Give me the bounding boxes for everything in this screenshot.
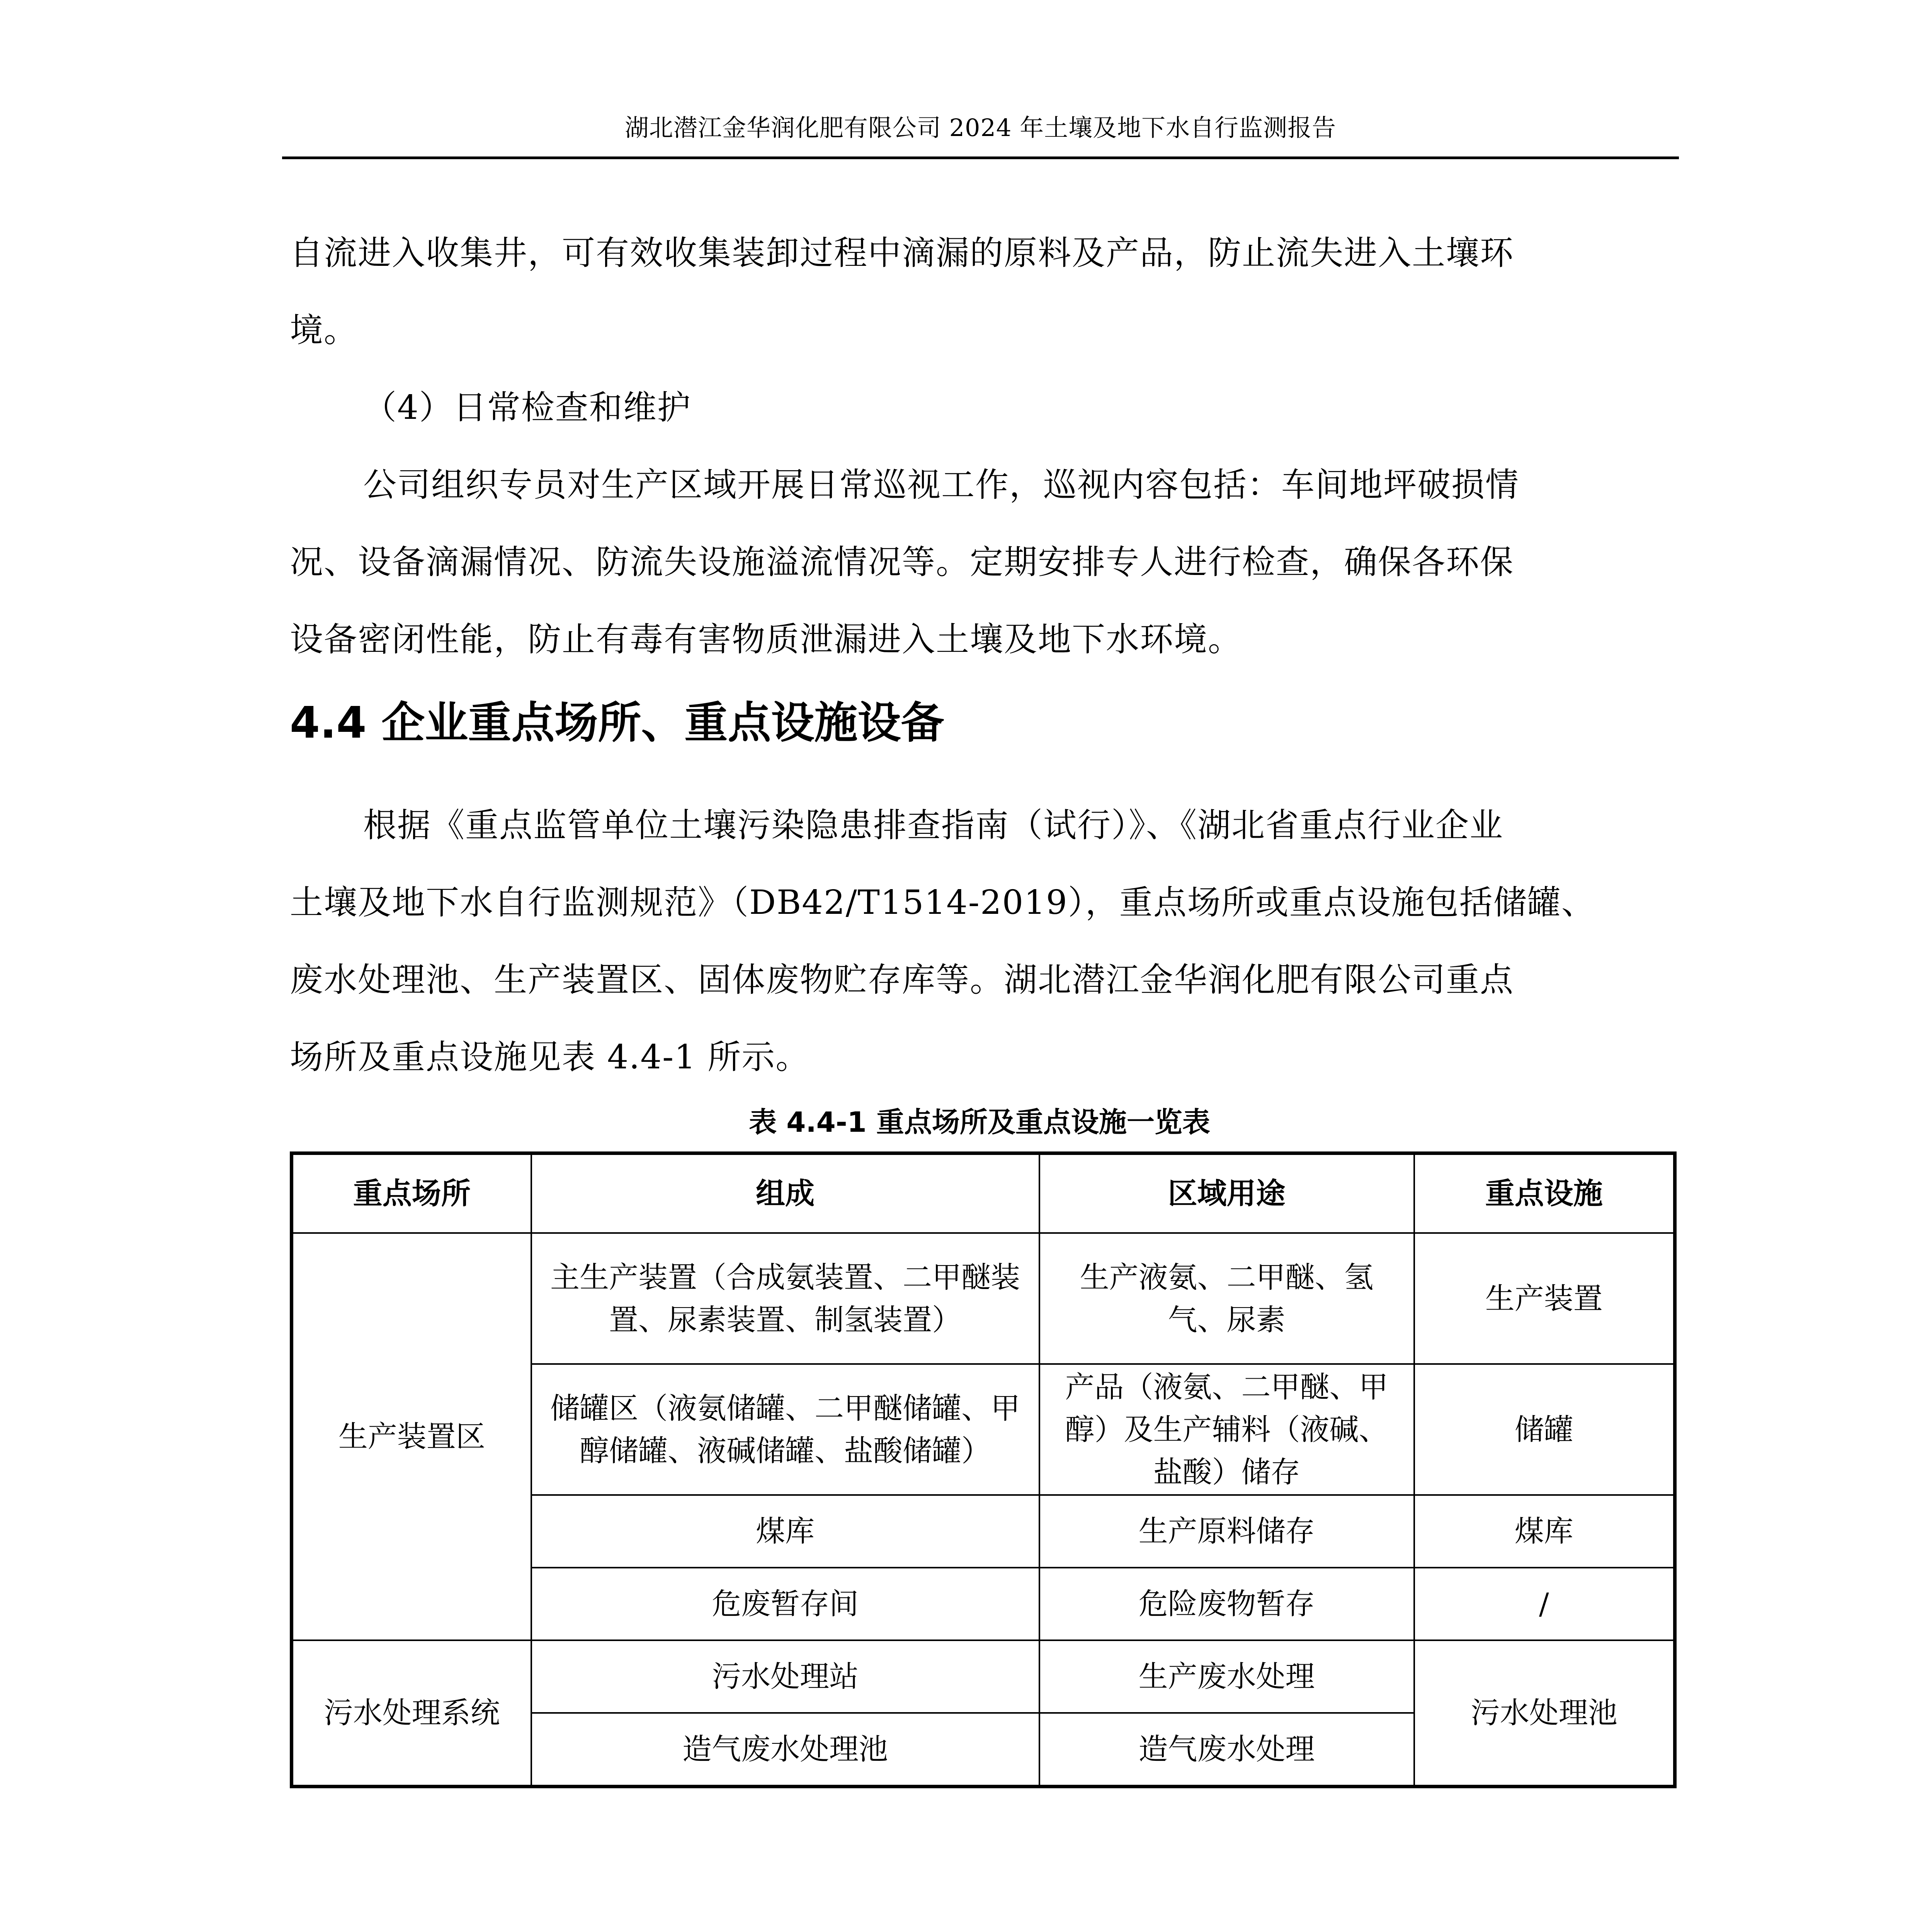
table-row (292, 1640, 1675, 1713)
facility-cell: 污水处理池 (1414, 1640, 1675, 1787)
facility-cell: 生产装置 (1414, 1233, 1675, 1364)
table-row (292, 1233, 1675, 1364)
composition-cell: 储罐区（液氨储罐、二甲醚储罐、甲醇储罐、液碱储罐、盐酸储罐） (531, 1364, 1039, 1495)
table-caption: 表 4.4-1 重点场所及重点设施一览表 (749, 1106, 1210, 1138)
table-header-row (292, 1153, 1675, 1233)
usage-cell: 造气废水处理 (1039, 1713, 1414, 1787)
composition-cell: 主生产装置（合成氨装置、二甲醚装置、尿素装置、制氢装置） (531, 1233, 1039, 1364)
place-cell: 生产装置区 (292, 1233, 531, 1640)
paragraph-line: 土壤及地下水自行监测规范》（DB42/T1514-2019），重点场所或重点设施包括储罐、 (290, 883, 1595, 922)
column-header: 组成 (531, 1153, 1039, 1233)
paragraph-line: 废水处理池、生产装置区、固体废物贮存库等。湖北潜江金华润化肥有限公司重点 (290, 961, 1514, 999)
paragraph-line: 设备密闭性能，防止有毒有害物质泄漏进入土壤及地下水环境。 (290, 620, 1242, 659)
column-header: 重点设施 (1414, 1153, 1675, 1233)
paragraph-line: 场所及重点设施见表 4.4-1 所示。 (290, 1038, 810, 1077)
composition-cell: 造气废水处理池 (531, 1713, 1039, 1787)
usage-cell: 生产废水处理 (1039, 1640, 1414, 1713)
facility-table (290, 1151, 1677, 1788)
facility-cell: 煤库 (1414, 1495, 1675, 1568)
column-header: 区域用途 (1039, 1153, 1414, 1233)
composition-cell: 煤库 (531, 1495, 1039, 1568)
page-header: 湖北潜江金华润化肥有限公司 2024 年土壤及地下水自行监测报告 (624, 114, 1337, 142)
paragraph-line: 境。 (290, 311, 358, 350)
header-rule (282, 156, 1679, 159)
paragraph-line: 公司组织专员对生产区域开展日常巡视工作，巡视内容包括：车间地坪破损情 (363, 466, 1519, 504)
paragraph-line: 根据《重点监管单位土壤污染隐患排查指南（试行）》、《湖北省重点行业企业 (363, 806, 1503, 845)
usage-cell: 生产液氨、二甲醚、氢气、尿素 (1039, 1233, 1414, 1364)
paragraph-line: 况、设备滴漏情况、防流失设施溢流情况等。定期安排专人进行检查，确保各环保 (290, 543, 1514, 582)
subsection-heading: （4）日常检查和维护 (363, 388, 691, 427)
usage-cell: 产品（液氨、二甲醚、甲醇）及生产辅料（液碱、盐酸）储存 (1039, 1364, 1414, 1495)
usage-cell: 生产原料储存 (1039, 1495, 1414, 1568)
section-title: 4.4 企业重点场所、重点设施设备 (290, 698, 944, 748)
paragraph-line: 自流进入收集井，可有效收集装卸过程中滴漏的原料及产品，防止流失进入土壤环 (290, 234, 1514, 272)
column-header: 重点场所 (292, 1153, 531, 1233)
place-cell: 污水处理系统 (292, 1640, 531, 1787)
composition-cell: 危废暂存间 (531, 1568, 1039, 1640)
usage-cell: 危险废物暂存 (1039, 1568, 1414, 1640)
facility-cell: / (1414, 1568, 1675, 1640)
composition-cell: 污水处理站 (531, 1640, 1039, 1713)
facility-cell: 储罐 (1414, 1364, 1675, 1495)
